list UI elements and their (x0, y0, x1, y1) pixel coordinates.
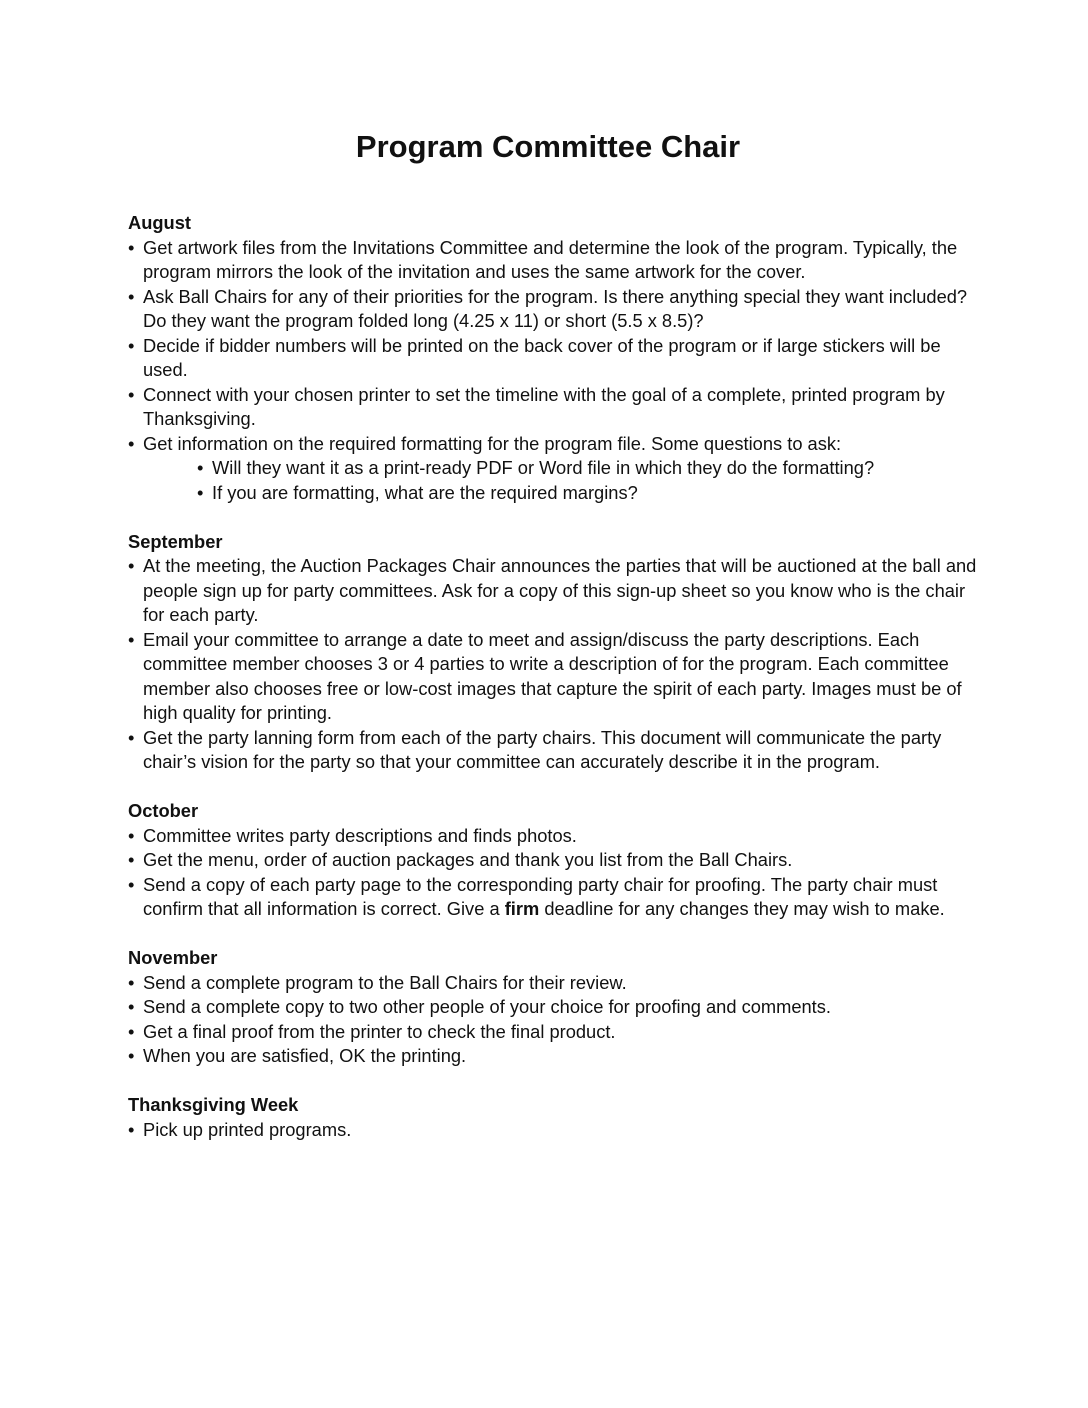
list-item: • Decide if bidder numbers will be printed on the back cover of the program or if large stickers will be used. (128, 334, 978, 383)
list-item: • Get the party lanning form from each of the party chairs. This document will communicate the party chair’s vision for the party so that your committee can accurately describe it in the program. (128, 726, 978, 775)
list-item-text: Send a copy of each party page to the corresponding party chair for proofing. The party chair must confirm that all information is correct. Give a (143, 873, 938, 919)
section-heading-november: November (128, 947, 218, 968)
list-item: • Connect with your chosen printer to set the timeline with the goal of a complete, printed program by Thanksgiving. (128, 383, 978, 432)
list-item: • Committee writes party descriptions and finds photos. (128, 824, 978, 849)
section-august (128, 211, 978, 505)
list-item-text: deadline for any changes they may wish to make. (539, 898, 945, 919)
section-heading-thanksgiving-week: Thanksgiving Week (128, 1094, 299, 1115)
sub-list-item: • Will they want it as a print-ready PDF or Word file in which they do the formatting? (197, 456, 978, 481)
list-item (128, 432, 978, 506)
list-item: • Email your committee to arrange a date to meet and assign/discuss the party descriptions. Each committee member chooses 3 or 4 parties to write a description of for the program. Each committee member also chooses free or low-cost images that capture the spirit of each party. Images must be of high quality for printing. (128, 628, 978, 726)
section-heading-august: August (128, 212, 191, 233)
section-heading-september: September (128, 530, 223, 552)
november-list (128, 971, 978, 1069)
list-item: • Get a final proof from the printer to check the final product. (128, 1020, 978, 1045)
october-list (128, 824, 978, 922)
list-item (128, 873, 978, 922)
list-item: • Get the menu, order of auction packages and thank you list from the Ball Chairs. (128, 848, 978, 873)
september-list (128, 554, 978, 775)
list-item: • Get artwork files from the Invitations Committee and determine the look of the program. Typically, the program mirrors the look of the invitation and uses the same artwork for the cover. (128, 236, 978, 285)
section-heading-october: October (128, 800, 199, 821)
section-october (128, 799, 978, 922)
list-item: • Send a complete copy to two other people of your choice for proofing and comments. (128, 995, 978, 1020)
document-body (128, 211, 978, 1167)
section-november (128, 946, 978, 1069)
list-item: • At the meeting, the Auction Packages Chair announces the parties that will be auctioned at the ball and people sign up for party committees. Ask for a copy of this sign-up sheet so you know who is the chair for each party. (128, 554, 978, 628)
list-item: • Ask Ball Chairs for any of their priorities for the program. Is there anything special they want included? Do they want the program folded long (4.25 x 11) or short (5.5 x 8.5)? (128, 285, 978, 334)
sub-list-item: • If you are formatting, what are the required margins? (197, 481, 978, 506)
list-item-text: Get information on the required formatting for the program file. Some questions to ask: (143, 432, 842, 454)
list-item: • Send a complete program to the Ball Chairs for their review. (128, 971, 978, 996)
section-september (128, 530, 978, 775)
august-sub-list (143, 456, 978, 505)
august-list (128, 236, 978, 506)
section-thanksgiving-week (128, 1093, 978, 1142)
emphasis-firm: firm (504, 898, 540, 919)
list-item: • Pick up printed programs. (128, 1118, 978, 1143)
list-item: • When you are satisfied, OK the printing. (128, 1044, 978, 1069)
page-title: Program Committee Chair (355, 129, 741, 164)
thanksgiving-list (128, 1118, 978, 1143)
